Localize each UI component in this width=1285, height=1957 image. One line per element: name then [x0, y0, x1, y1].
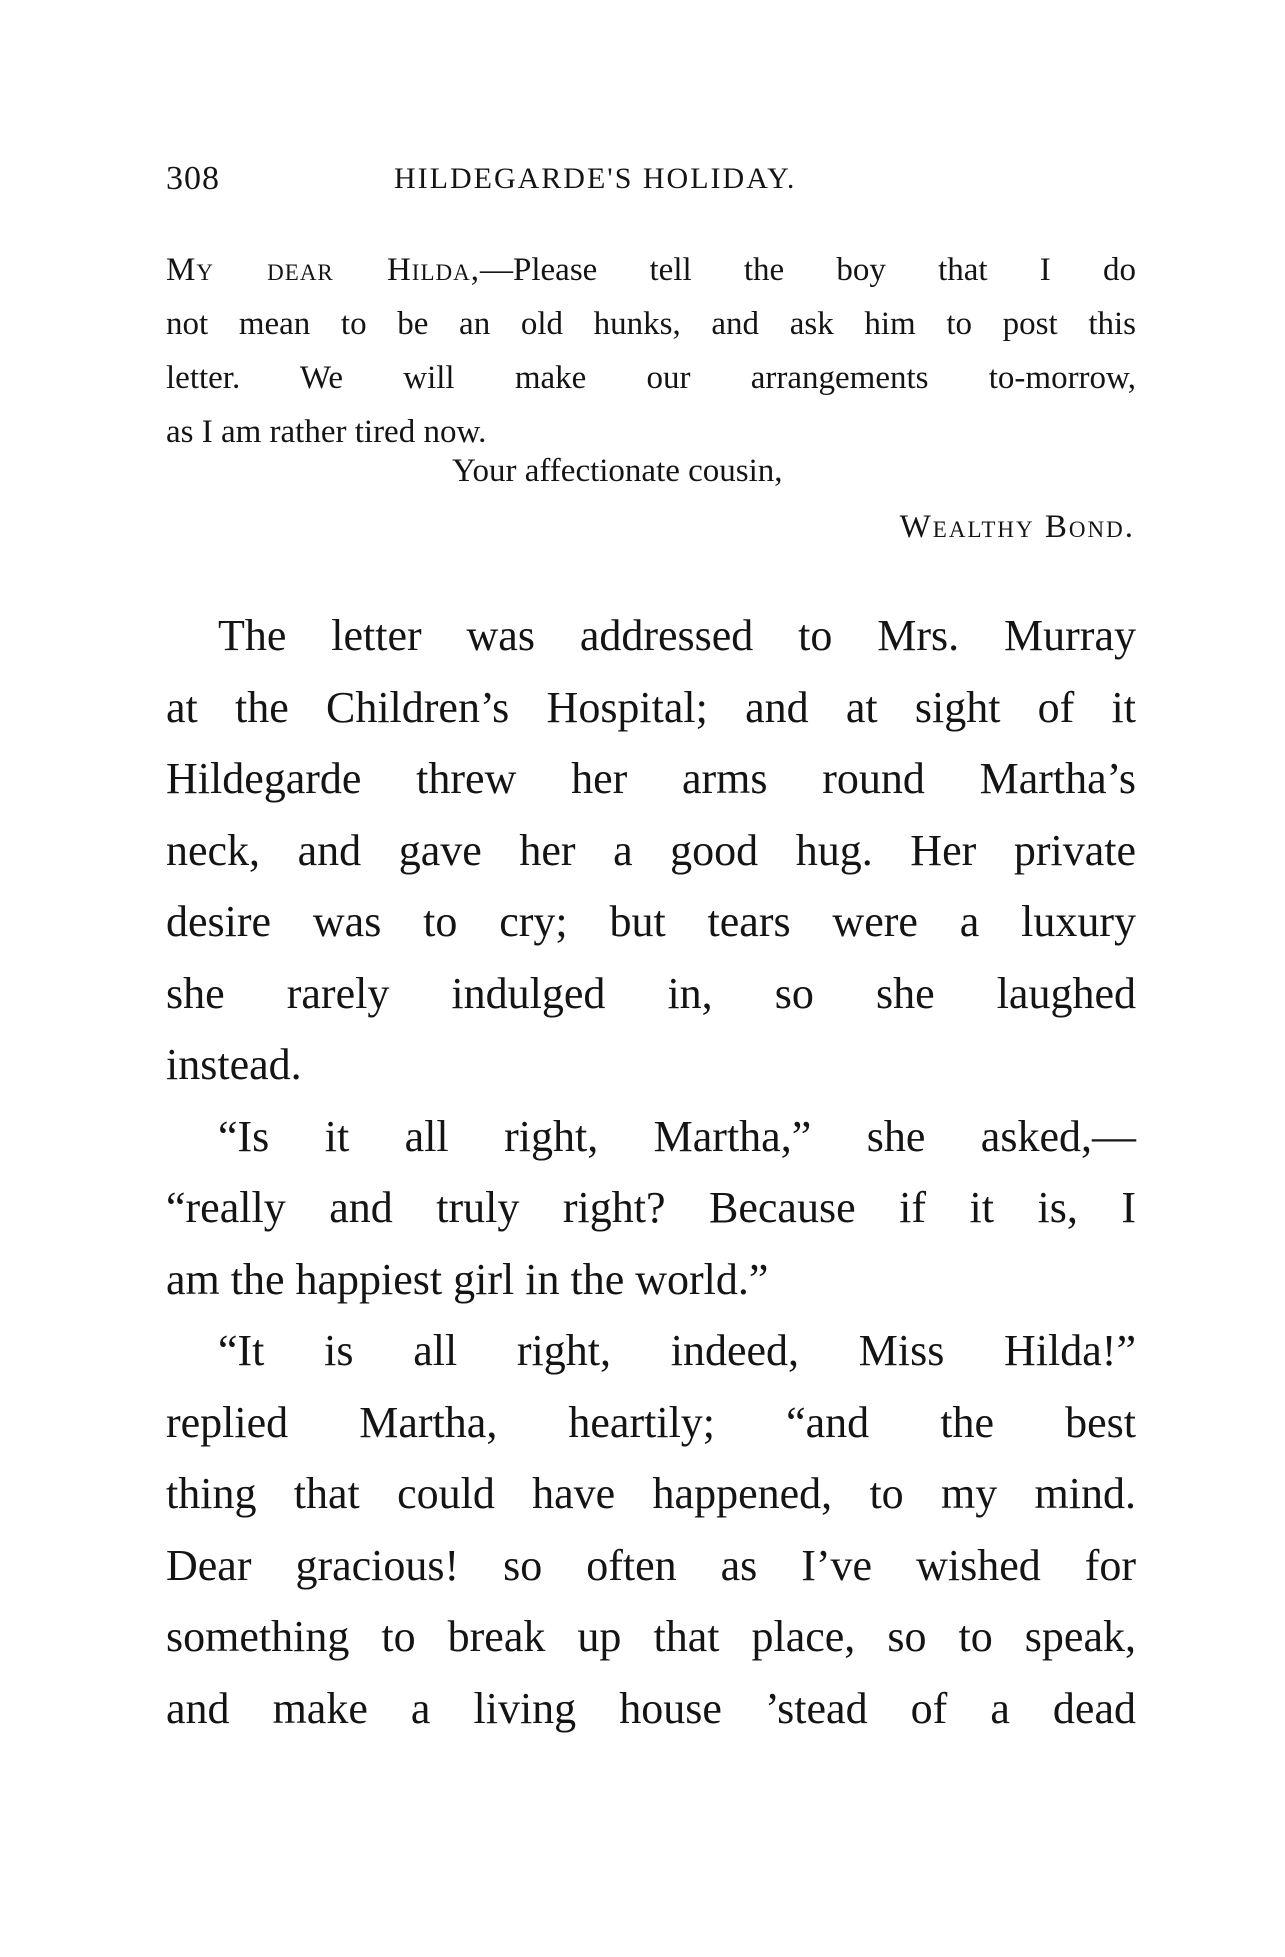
- letter-line: [166, 243, 1136, 297]
- letter-closing: Your affectionate cousin,: [452, 453, 783, 489]
- text-line: “It is all right, indeed, Miss Hilda!”: [218, 1326, 1136, 1375]
- letter-signature: Wealthy Bond.: [899, 509, 1135, 545]
- text-line: at the Children’s Hospital; and at sight of it: [166, 682, 1136, 732]
- text-line: replied Martha, heartily; “and the best: [166, 1397, 1136, 1447]
- body-text: [166, 600, 1136, 1744]
- letter-line: as I am rather tired now.: [166, 414, 487, 450]
- text-line: desire was to cry; but tears were a luxury: [166, 897, 1136, 946]
- text-line: am the happiest girl in the world.”: [166, 1254, 769, 1304]
- text-line: The letter was addressed to Mrs. Murray: [218, 611, 1136, 660]
- letter-line: not mean to be an old hunks, and ask him to post this: [166, 306, 1136, 342]
- text-line: “Is it all right, Martha,” she asked,—: [218, 1111, 1136, 1161]
- page-number: 308: [166, 160, 220, 197]
- text-line: instead.: [166, 1040, 302, 1089]
- text-line: “really and truly right? Because if it is, I: [166, 1183, 1136, 1232]
- running-title: HILDEGARDE'S HOLIDAY.: [394, 162, 797, 195]
- text-line: and make a living house ’stead of a dead: [166, 1683, 1136, 1733]
- text-line: something to break up that place, so to speak,: [166, 1612, 1136, 1661]
- text-line: Hildegarde threw her arms round Martha’s: [166, 754, 1136, 803]
- text-line: she rarely indulged in, so she laughed: [166, 968, 1136, 1018]
- letter-line-text: —Please tell the boy that I do: [480, 252, 1136, 288]
- text-line: Dear gracious! so often as I’ve wished for: [166, 1540, 1136, 1590]
- letter-line: letter. We will make our arrangements to-morrow,: [166, 360, 1136, 396]
- page-header: [166, 160, 1146, 210]
- text-line: thing that could have happened, to my mind.: [166, 1469, 1136, 1518]
- letter-salutation: My dear Hilda,: [166, 252, 480, 288]
- letter-block: [166, 243, 1136, 459]
- text-line: neck, and gave her a good hug. Her private: [166, 825, 1136, 875]
